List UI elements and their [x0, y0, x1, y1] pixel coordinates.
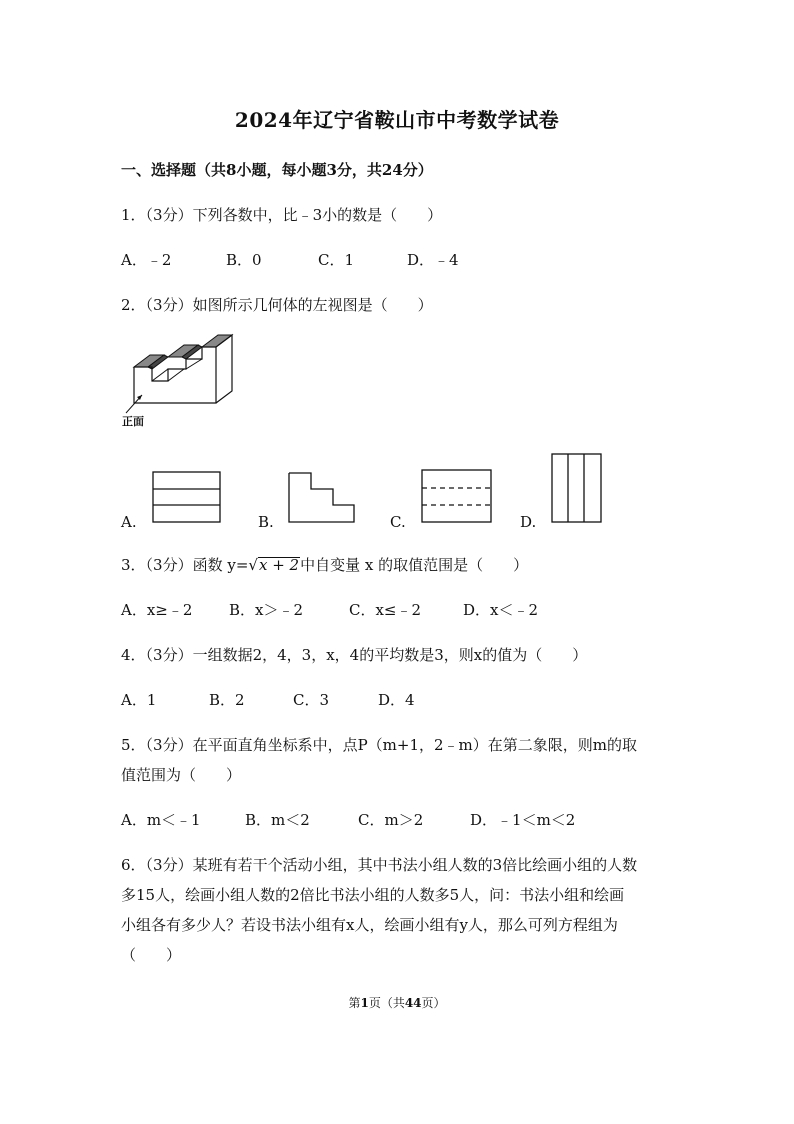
q1-option-d: D．﹣4	[407, 251, 459, 269]
question-1-stem: 1．（3分）下列各数中，比﹣3小的数是（ ）	[121, 206, 443, 224]
footer-mid: 页（共	[368, 996, 405, 1010]
q1-option-a: A．﹣2	[121, 251, 172, 269]
staircase-solid-figure	[120, 335, 240, 415]
q5-option-d: D．﹣1＜m＜2	[470, 811, 576, 829]
q2-option-d: D.	[520, 513, 537, 531]
front-view-label: 正面	[122, 415, 144, 428]
q2-option-b: B.	[258, 513, 274, 531]
q1-option-c: C．1	[318, 251, 355, 269]
page-footer	[0, 994, 794, 1011]
question-2-stem: 2．（3分）如图所示几何体的左视图是（ ）	[121, 296, 433, 314]
q5-option-b: B．m＜2	[245, 811, 310, 829]
question-4-stem: 4．（3分）一组数据2，4，3，x，4的平均数是3，则x的值为（ ）	[121, 646, 588, 664]
footer-post: 页）	[421, 996, 446, 1010]
q4-option-a: A．1	[121, 691, 157, 709]
q4-option-d: D．4	[378, 691, 415, 709]
q3-option-b: B．x＞﹣2	[229, 601, 304, 619]
question-3-stem	[121, 554, 528, 575]
q3-option-d: D．x＜﹣2	[463, 601, 539, 619]
section-heading: 一、选择题（共8小题，每小题3分，共24分）	[121, 161, 433, 179]
q3-radicand: x + 2	[258, 556, 300, 574]
footer-total-pages: 44	[404, 996, 422, 1010]
q4-option-c: C．3	[293, 691, 330, 709]
q5-option-a: A．m＜﹣1	[121, 811, 201, 829]
q2-option-c: C.	[390, 513, 406, 531]
q1-option-b: B．0	[226, 251, 262, 269]
q4-option-b: B．2	[209, 691, 245, 709]
q2-option-a: A.	[121, 513, 137, 531]
page-title: 2024年辽宁省鞍山市中考数学试卷	[234, 108, 560, 132]
question-5-stem-line2: 值范围为（ ）	[121, 766, 242, 784]
question-6-line1: 6．（3分）某班有若干个活动小组，其中书法小组人数的3倍比绘画小组的人数	[121, 856, 638, 874]
q3-stem-post: 中自变量 x 的取值范围是（ ）	[300, 556, 529, 574]
question-6-line2: 多15人，绘画小组人数的2倍比书法小组的人数多5人，问：书法小组和绘画	[121, 886, 625, 904]
footer-pre: 第	[348, 996, 361, 1010]
q2-option-a-figure	[152, 471, 222, 523]
question-6-line4: （ ）	[121, 946, 182, 964]
q3-stem-pre: 3．（3分）函数 y=	[121, 556, 249, 574]
q2-option-c-figure	[421, 469, 493, 523]
question-6-line3: 小组各有多少人？若设书法小组有x人，绘画小组有y人，那么可列方程组为	[121, 916, 618, 934]
q3-option-a: A．x≥﹣2	[121, 601, 193, 619]
q3-option-c: C．x≤﹣2	[349, 601, 422, 619]
q2-option-b-figure	[287, 471, 357, 523]
q5-option-c: C．m＞2	[358, 811, 424, 829]
sqrt-symbol: √	[248, 556, 258, 574]
q2-option-d-figure	[551, 453, 603, 523]
question-5-stem-line1: 5．（3分）在平面直角坐标系中，点P（m+1，2﹣m）在第二象限，则m的取	[121, 736, 638, 754]
footer-page-number: 1	[360, 996, 369, 1010]
